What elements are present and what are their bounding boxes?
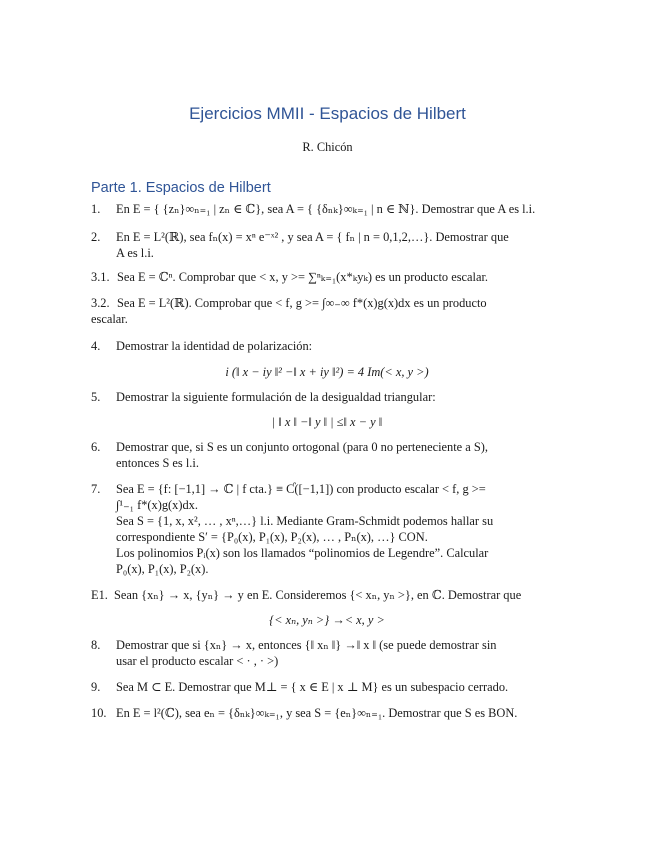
exercise-text: entonces S es l.i. [116, 456, 199, 470]
polarization-equation: i (‖ x − iy ‖² −‖ x + iy ‖²) = 4 Im(< x, y >) [225, 365, 429, 379]
exercise-7 [91, 481, 563, 577]
exercise-number: 9. [91, 680, 101, 694]
exercise-text: Demostrar que si {xₙ} → x, entonces {‖ xₙ ‖} →‖ x ‖ (se puede demostrar sin [116, 638, 497, 652]
exercise-number: 3.1. [91, 270, 110, 284]
page-title: Ejercicios MMII - Espacios de Hilbert [189, 104, 466, 123]
exercise-text: Demostrar la siguiente formulación de la desigualdad triangular: [116, 390, 436, 404]
exercise-text: En E = L²(ℝ), sea fₙ(x) = xⁿ e⁻ˣ² , y sea A = { fₙ | n = 0,1,2,…}. Demostrar que [116, 230, 509, 244]
author: R. Chicón [302, 140, 353, 154]
exercise-number: 7. [91, 482, 101, 496]
exercise-e1 [91, 587, 563, 603]
exercise-text: Sea M ⊂ E. Demostrar que M⊥ = { x ∈ E | x ⊥ M} es un subespacio cerrado. [116, 680, 509, 694]
exercise-3-2 [91, 295, 563, 327]
exercise-text: Sea E = {f: [−1,1] → ℂ | f cta.} ≡ Ƈ([−1,1]) con producto escalar < f, g >= [116, 482, 486, 496]
exercise-number: 4. [91, 339, 101, 353]
exercise-text: Sea E = L²(ℝ). Comprobar que < f, g >= ∫∞₋∞ f*(x)g(x)dx es un producto [117, 296, 487, 310]
exercise-4 [91, 338, 563, 354]
exercise-number: 6. [91, 440, 101, 454]
exercise-6 [91, 439, 563, 471]
exercise-number: 1. [91, 202, 101, 216]
exercise-9 [91, 679, 563, 695]
exercise-number: 3.2. [91, 296, 110, 310]
exercise-text: Los polinomios Pᵢ(x) son los llamados “polinomios de Legendre”. Calcular [116, 546, 489, 560]
exercise-text: En E = { {zₙ}∞ₙ₌₁ | zₙ ∈ ℂ}, sea A = { {δₙₖ}∞ₖ₌₁ | n ∈ ℕ}. Demostrar que A es l.i. [116, 202, 536, 216]
exercise-number: 8. [91, 638, 101, 652]
exercise-text: correspondiente S′ = {P₀(x), P₁(x), P₂(x), … , Pₙ(x), …} CON. [116, 530, 428, 544]
limit-equation: {< xₙ, yₙ >} →< x, y > [269, 613, 385, 627]
exercise-text: A es l.i. [116, 246, 154, 260]
exercise-8 [91, 637, 563, 669]
exercise-text: Demostrar la identidad de polarización: [116, 339, 313, 353]
exercise-3-1 [91, 269, 563, 285]
exercise-text: usar el producto escalar < · , · >) [116, 654, 279, 668]
exercise-text: Sea E = ℂⁿ. Comprobar que < x, y >= ∑ⁿₖ₌₁(x*ₖyₖ) es un producto escalar. [117, 270, 489, 284]
exercise-number: 2. [91, 230, 101, 244]
exercise-number: E1. [91, 588, 108, 602]
exercise-text: Sea S = {1, x, x², … , xⁿ,…} l.i. Mediante Gram-Schmidt podemos hallar su [116, 514, 494, 528]
exercise-text: Demostrar que, si S es un conjunto ortogonal (para 0 no perteneciente a S), [116, 440, 488, 454]
exercise-text: escalar. [91, 312, 128, 326]
exercise-10 [91, 705, 563, 721]
triangular-equation: | ‖ x ‖ −‖ y ‖ | ≤‖ x − y ‖ [271, 415, 383, 429]
exercise-1 [91, 201, 563, 217]
exercise-5 [91, 389, 563, 405]
exercise-2 [91, 229, 563, 261]
exercise-text: P₀(x), P₁(x), P₂(x). [116, 562, 209, 576]
section-heading: Parte 1. Espacios de Hilbert [91, 180, 271, 196]
exercise-number: 10. [91, 706, 107, 720]
exercise-text: En E = l²(ℂ), sea eₙ = {δₙₖ}∞ₖ₌₁, y sea S = {eₙ}∞ₙ₌₁. Demostrar que S es BON. [116, 706, 518, 720]
exercise-text: Sean {xₙ} → x, {yₙ} → y en E. Consideremos {< xₙ, yₙ >}, en ℂ. Demostrar que [114, 588, 522, 602]
exercise-text: ∫¹₋₁ f*(x)g(x)dx. [116, 498, 198, 512]
exercise-number: 5. [91, 390, 101, 404]
